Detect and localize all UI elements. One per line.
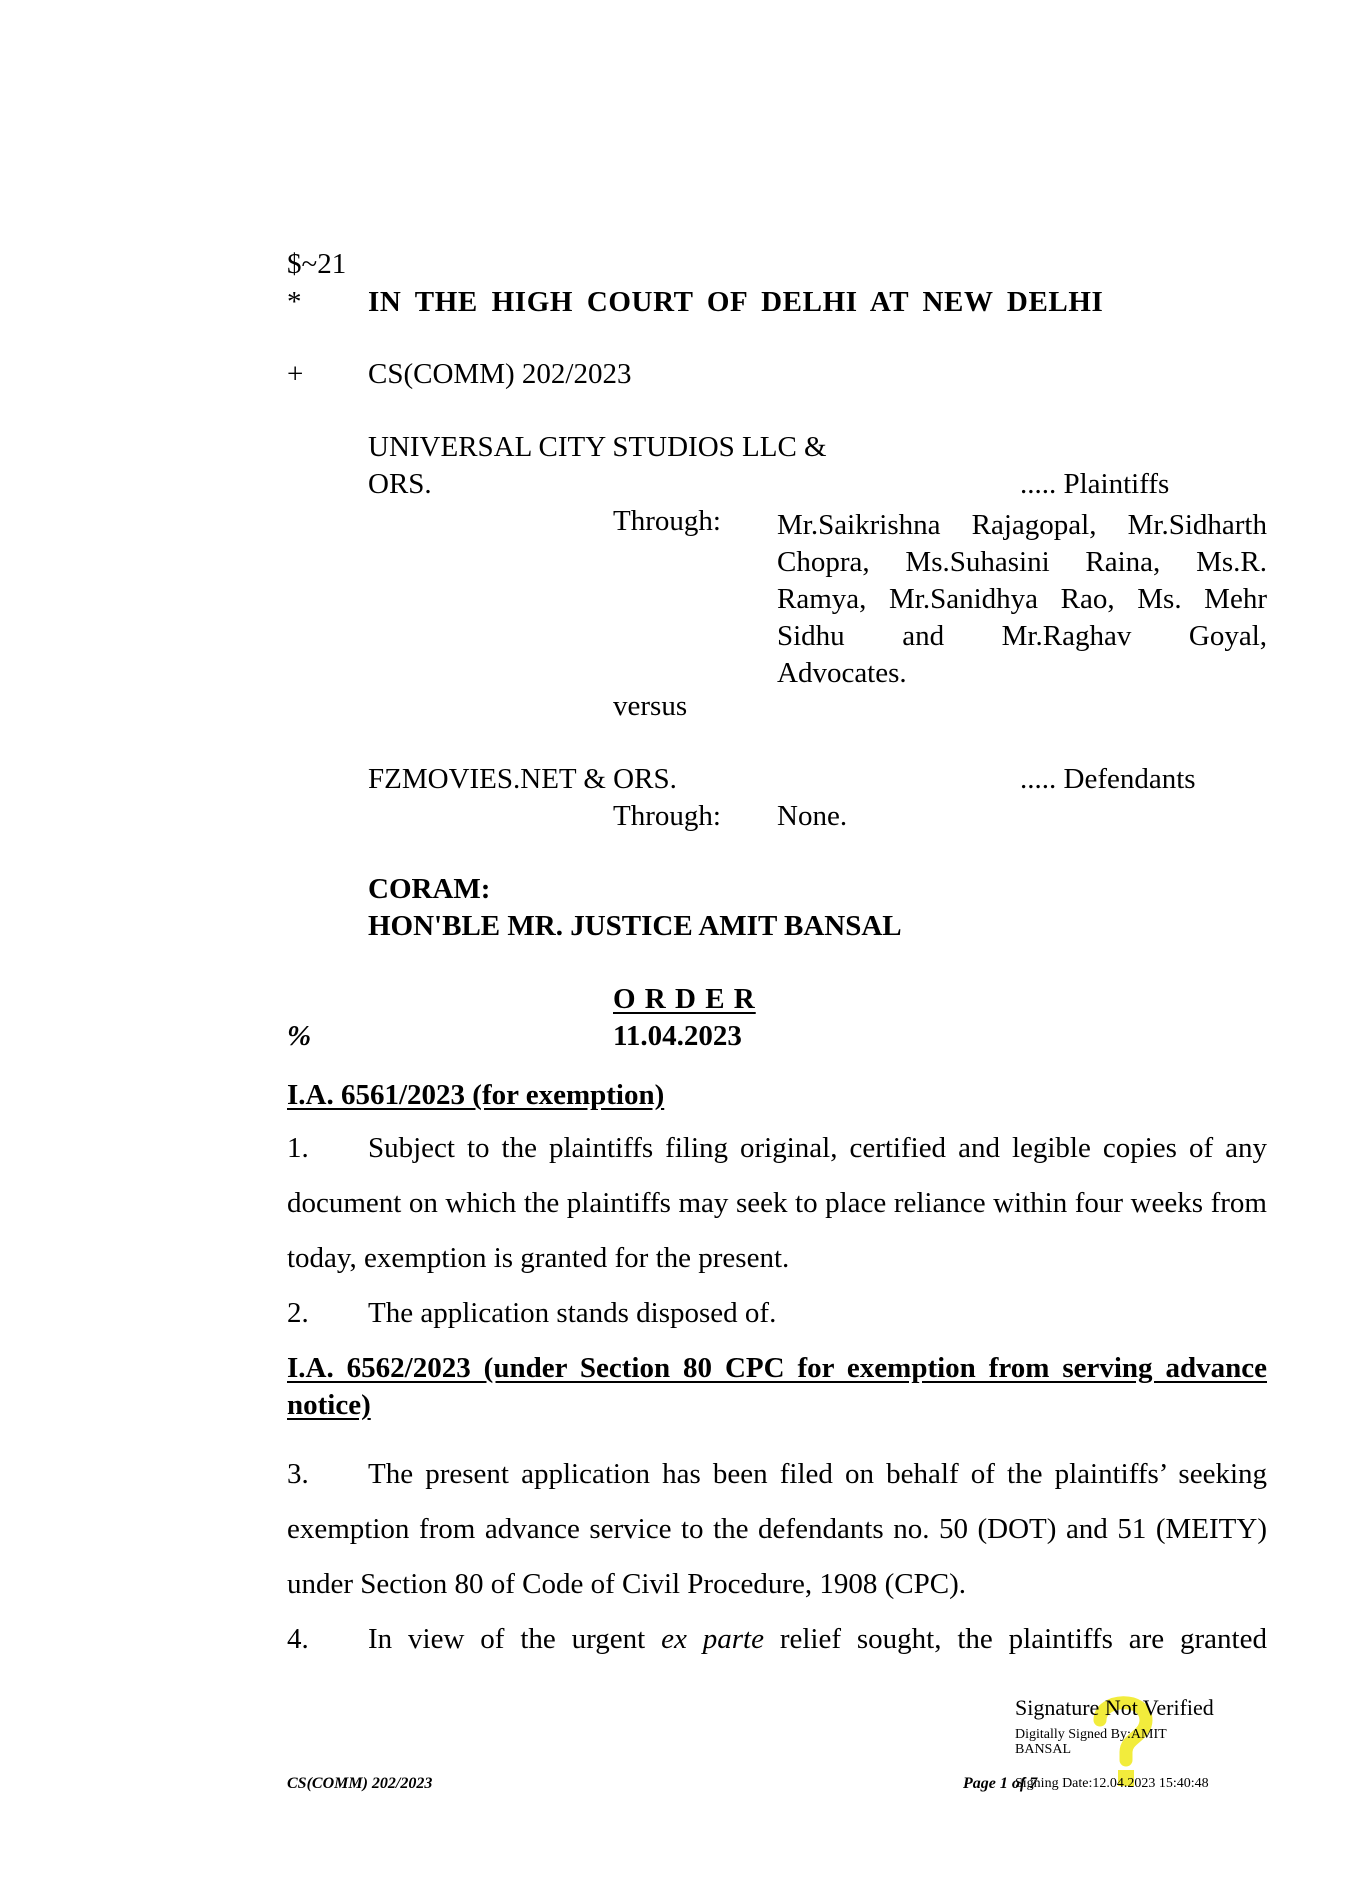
defendant-through-label: Through: <box>613 800 721 832</box>
paragraph-number: 1. <box>287 1132 309 1164</box>
paragraph-text: Subject to the plaintiffs filing original, certified and legible copies of any document on which the plaintiffs may seek to place reliance within four weeks from today, exemption is granted for the present. <box>287 1132 1267 1274</box>
counsel-line: Ramya, Mr.Sanidhya Rao, Ms. Mehr <box>777 583 1267 615</box>
paragraph-number: 4. <box>287 1623 309 1655</box>
case-number: CS(COMM) 202/2023 <box>368 358 632 390</box>
paragraph-text: In view of the urgent <box>368 1623 662 1655</box>
versus-label: versus <box>613 690 688 722</box>
judge-name: HON'BLE MR. JUSTICE AMIT BANSAL <box>368 910 902 942</box>
paragraph-number: 3. <box>287 1458 309 1490</box>
counsel-line: Mr.Saikrishna Rajagopal, Mr.Sidharth <box>777 509 1267 541</box>
section-heading: I.A. 6561/2023 (for exemption) <box>287 1079 665 1111</box>
paragraph-text: The application stands disposed of. <box>368 1297 777 1329</box>
plaintiff-counsel <box>777 507 1267 692</box>
order-date: 11.04.2023 <box>613 1020 742 1052</box>
footer-case-number: CS(COMM) 202/2023 <box>287 1775 433 1792</box>
paragraph <box>287 1612 1267 1667</box>
signed-by-line2: BANSAL <box>1015 1742 1072 1757</box>
digital-signature-block <box>1015 1697 1275 1757</box>
paragraph-number: 2. <box>287 1297 309 1329</box>
coram-label: CORAM: <box>368 873 491 905</box>
paragraph-italic: ex parte <box>661 1623 764 1655</box>
footer-page-number: Page 1 of 7 <box>963 1775 1038 1792</box>
signing-date: Signing Date:12.04.2023 15:40:48 <box>1015 1776 1209 1791</box>
court-marker: * <box>287 286 302 318</box>
signed-by-line1: Digitally Signed By:AMIT <box>1015 1727 1167 1742</box>
section-heading: I.A. 6562/2023 (under Section 80 CPC for exemption from serving advance notice) <box>287 1352 1267 1421</box>
defendant-counsel: None. <box>777 800 848 832</box>
plaintiff-through-label: Through: <box>613 505 721 537</box>
paragraph <box>287 1286 1267 1341</box>
paragraph-text: The present application has been filed on behalf of the plaintiffs’ seeking exemption from advance service to the defendants no. 50 (DOT) and 51 (MEITY) under Section 80 of Code of Civil Procedure, 1908 (CPC). <box>287 1458 1267 1600</box>
defendant-role: ..... Defendants <box>1020 763 1196 795</box>
plaintiff-role: ..... Plaintiffs <box>1020 468 1170 500</box>
court-title: IN THE HIGH COURT OF DELHI AT NEW DELHI <box>368 286 1104 318</box>
percent-marker: % <box>287 1020 312 1052</box>
paragraph <box>287 1121 1267 1286</box>
paragraph-text: relief sought, the plaintiffs are granted <box>763 1623 1267 1655</box>
counsel-line: Chopra, Ms.Suhasini Raina, Ms.R. <box>777 546 1267 578</box>
counsel-line: Sidhu and Mr.Raghav Goyal, <box>777 620 1267 652</box>
counsel-line: Advocates. <box>777 657 907 689</box>
plaintiff-name-line1: UNIVERSAL CITY STUDIOS LLC & <box>368 431 827 463</box>
signature-status: Signature Not Verified <box>1015 1695 1214 1720</box>
plaintiff-name-line2: ORS. <box>368 468 432 500</box>
case-marker: + <box>287 358 304 390</box>
paragraph <box>287 1447 1267 1612</box>
defendant-name: FZMOVIES.NET & ORS. <box>368 763 677 795</box>
order-title: O R D E R <box>613 983 756 1015</box>
document-reference: $~21 <box>287 248 347 280</box>
